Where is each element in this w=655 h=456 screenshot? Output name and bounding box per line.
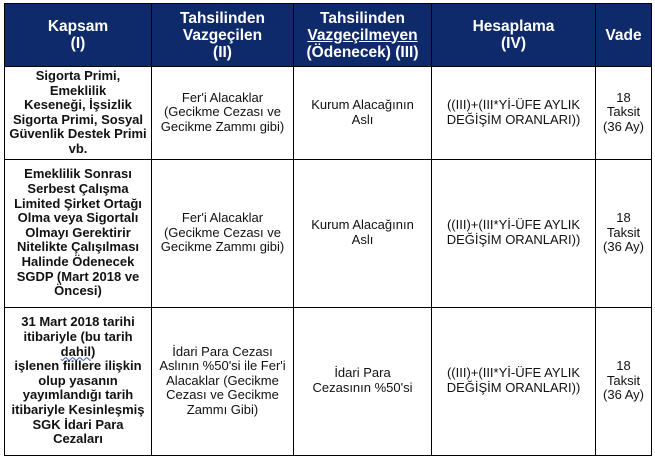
cell-line: Serbest Çalışma bbox=[27, 180, 129, 196]
hesaplama-cell bbox=[432, 67, 596, 160]
cell-line: 18 bbox=[616, 89, 631, 105]
header-line: Vazgeçilmeyen bbox=[307, 26, 418, 44]
spellcheck-word: dahil bbox=[60, 343, 91, 359]
cell-line: ((III)+(III*Yİ-ÜFE AYLIK bbox=[446, 97, 581, 113]
header-line: (IV) bbox=[501, 35, 526, 52]
cell-line: (Gecikme Cezası ve bbox=[163, 104, 282, 120]
cell-line: Sigorta Primi, Sosyal bbox=[12, 111, 144, 127]
cell-line: Fer'i Alacaklar bbox=[181, 210, 264, 226]
cell-line: Fer'i Alacaklar bbox=[181, 89, 264, 105]
header-odenecek bbox=[294, 4, 432, 67]
header-line: Tahsilinden bbox=[180, 9, 265, 27]
header-line: (I) bbox=[70, 35, 86, 52]
cell-line: Gecikme Zammı gibi) bbox=[160, 119, 285, 135]
cell-line: Kurum Alacağının bbox=[311, 217, 414, 233]
cell-line: 18 bbox=[616, 358, 631, 374]
cell-line: olup yasanın bbox=[38, 372, 118, 388]
cell-line: Kurum Alacağının bbox=[311, 97, 414, 113]
odenecek-cell bbox=[294, 159, 432, 307]
header-vade bbox=[596, 4, 652, 67]
vade-cell bbox=[596, 159, 652, 307]
header-line: Tahsilinden bbox=[320, 9, 405, 27]
cell-line: İdari Para Cezası bbox=[172, 343, 273, 359]
kapsam-cell bbox=[5, 307, 152, 455]
cell-line: Olma veya Sigortalı bbox=[17, 210, 139, 226]
cell-line: Olmayı Gerektirir bbox=[25, 224, 131, 240]
cell-line: Cezasının %50'si bbox=[312, 380, 413, 396]
cell-line: 18 bbox=[616, 210, 631, 226]
cell-line: (36 Ay) bbox=[603, 119, 644, 135]
cell-line: Cezaları bbox=[53, 431, 103, 447]
cell-line: Nitelikte Çalışılması bbox=[16, 239, 140, 255]
cell-line: ((III)+(III*Yİ-ÜFE AYLIK bbox=[446, 365, 581, 381]
table-row bbox=[5, 159, 652, 307]
cell-line: SGDP (Mart 2018 ve bbox=[16, 268, 140, 284]
cell-line: Taksit bbox=[606, 104, 641, 120]
cell-line: (36 Ay) bbox=[603, 239, 644, 255]
cell-line: Taksit bbox=[606, 224, 641, 240]
cell-line: İdari Para bbox=[334, 365, 391, 381]
header-line: Kapsam bbox=[47, 18, 109, 35]
cell-line: itibariyle Kesinleşmiş bbox=[11, 401, 145, 417]
cell-line: Sigorta Primi, Emeklilik bbox=[35, 68, 121, 98]
cell-line: Zammı Gibi) bbox=[186, 401, 259, 417]
cell-line: SGK İdari Para bbox=[32, 416, 124, 432]
cell-line: Keseneği, İşsizlik bbox=[24, 97, 132, 113]
table-row bbox=[5, 307, 652, 455]
cell-line: Cezası ve Gecikme bbox=[166, 387, 279, 403]
cell-line: (Gecikme Cezası ve bbox=[163, 224, 282, 240]
cell-line: Aslı bbox=[351, 232, 374, 248]
cell-line: 31 Mart 2018 tarihi bbox=[21, 314, 135, 330]
header-kapsam bbox=[5, 4, 152, 67]
cell-line: Öncesi) bbox=[54, 283, 102, 299]
hesaplama-cell bbox=[432, 307, 596, 455]
vade-cell bbox=[596, 67, 652, 160]
cell-line: işlenen fiillere ilişkin bbox=[14, 358, 142, 374]
cell-line: DEĞİŞİM ORANLARI)) bbox=[446, 232, 581, 248]
cell-line: Halinde Ödenecek bbox=[21, 253, 135, 269]
cell-line: Taksit bbox=[606, 372, 641, 388]
vazgecilen-cell bbox=[152, 67, 294, 160]
cell-line: Aslı bbox=[351, 111, 374, 127]
cell-line: ((III)+(III*Yİ-ÜFE AYLIK bbox=[446, 217, 581, 233]
hesaplama-cell bbox=[432, 159, 596, 307]
cell-line: yayımlandığı tarih bbox=[22, 387, 134, 403]
odenecek-cell bbox=[294, 307, 432, 455]
cell-line: (36 Ay) bbox=[603, 387, 644, 403]
odenecek-cell bbox=[294, 67, 432, 160]
settlement-table bbox=[4, 3, 652, 456]
header-hesaplama bbox=[432, 4, 596, 67]
kapsam-cell bbox=[5, 67, 152, 160]
table-row bbox=[5, 67, 652, 160]
header-row bbox=[5, 4, 652, 67]
cell-line: Alacaklar (Gecikme bbox=[166, 372, 279, 388]
vazgecilen-cell bbox=[152, 307, 294, 455]
header-line: (II) bbox=[213, 43, 232, 61]
header-line: Vazgeçilen bbox=[182, 26, 263, 44]
header-line: Hesaplama bbox=[472, 18, 555, 35]
header-line: (Ödenecek) (III) bbox=[306, 43, 419, 61]
vade-cell bbox=[596, 307, 652, 455]
cell-line: DEĞİŞİM ORANLARI)) bbox=[446, 111, 581, 127]
cell-line: Gecikme Zammı gibi) bbox=[160, 239, 285, 255]
cell-line: Aslının %50'si ile Fer'i bbox=[159, 358, 286, 374]
vazgecilen-cell bbox=[152, 159, 294, 307]
cell-line: DEĞİŞİM ORANLARI)) bbox=[446, 380, 581, 396]
kapsam-cell bbox=[5, 159, 152, 307]
header-vazgecilen bbox=[152, 4, 294, 67]
cell-line: Limited Şirket Ortağı bbox=[14, 195, 142, 211]
cell-line: vb. bbox=[68, 140, 88, 156]
cell-line: itibariyle (bu tarih dahil) bbox=[23, 328, 133, 359]
cell-line: Emeklilik Sonrası bbox=[24, 166, 132, 182]
header-line: Vade bbox=[605, 26, 642, 44]
cell-line: Güvenlik Destek Primi bbox=[9, 126, 147, 142]
